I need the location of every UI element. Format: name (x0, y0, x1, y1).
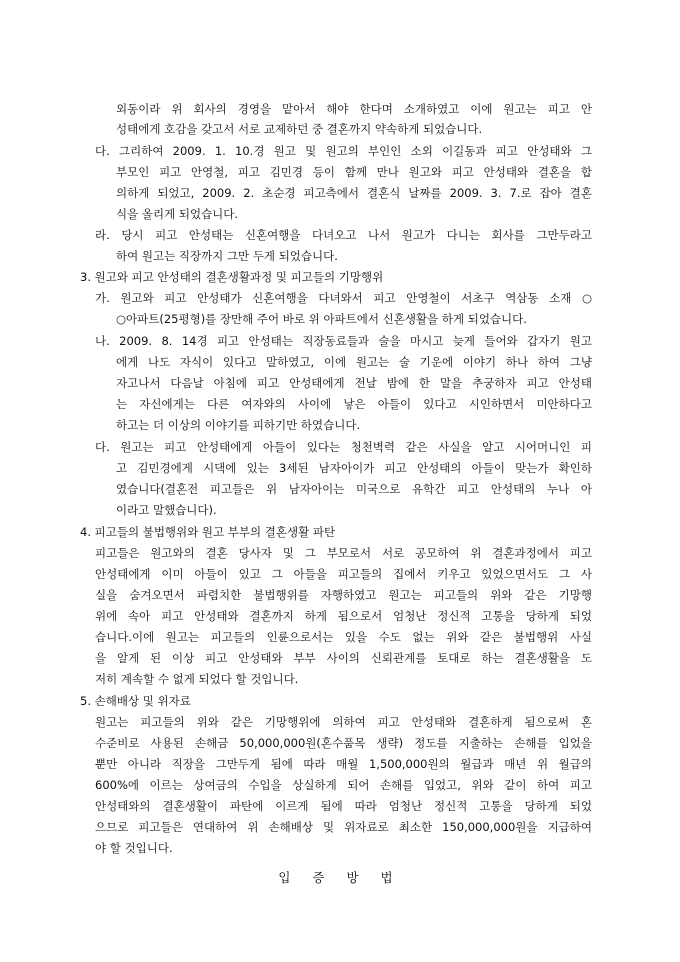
text-line: 600%에 이르는 상여금의 수입을 상실하게 되어 손해를 입었고, 위와 같이 하여 피고 (95, 778, 592, 792)
text-line: 으므로 피고들은 연대하여 위 손해배상 및 위자료로 최소한 150,000,000원을 지급하여 (95, 820, 592, 834)
text-line: 자고나서 다음날 아침에 피고 안성태에게 전날 밤에 한 말을 추궁하자 피고 안성태 (116, 376, 592, 390)
section-heading: 5. 손해배상 및 위자료 (80, 694, 191, 708)
text-line: 저히 계속할 수 없게 되었다 할 것입니다. (95, 672, 299, 686)
text-line: 피고들은 원고와의 결혼 당사자 및 그 부모로서 서로 공모하여 위 결혼과정에서 피고 (95, 546, 592, 560)
text-line: 의하게 되었고, 2009. 2. 초순경 피고측에서 결혼식 날짜를 2009. 3. 7.로 잡아 결혼 (116, 186, 592, 200)
text-line: 부모인 피고 안영철, 피고 김민경 등이 함께 만나 원고와 피고 안성태와 결혼을 합 (116, 165, 592, 179)
text-line: 가. 원고와 피고 안성태가 신혼여행을 다녀와서 피고 안영철이 서초구 역삼동 소재 ○ (95, 291, 592, 305)
text-line: 습니다.이에 원고는 피고들의 인륜으로서는 있을 수도 없는 위와 같은 불법행위 사실 (95, 630, 592, 644)
text-line: 뿐만 아니라 직장을 그만두게 됨에 따라 매월 1,500,000원의 월급과 매년 위 월급의 (95, 757, 592, 771)
text-line: 성태에게 호감을 갖고서 서로 교제하던 중 결혼까지 약속하게 되었습니다. (116, 122, 483, 136)
section-title: 입 증 방 법 (278, 870, 402, 885)
text-line: 수준비로 사용된 손해금 50,000,000원(혼수품목 생략) 정도를 지출하는 손해를 입었을 (95, 736, 592, 750)
text-line: 라. 당시 피고 안성태는 신혼여행을 다녀오고 나서 원고가 다니는 회사를 그만두라고 (95, 228, 592, 242)
text-line: 안성태와의 결혼생활이 파탄에 이르게 됨에 따라 엄청난 정신적 고통을 당하게 되었 (95, 799, 592, 813)
text-line: 다. 그리하여 2009. 1. 10.경 원고 및 원고의 부인인 소외 이길동과 피고 안성태와 그 (95, 144, 592, 158)
text-line: 위에 속아 피고 안성태와 결혼까지 하게 됨으로서 엄청난 정신적 고통을 당하게 되었 (95, 609, 592, 623)
text-line: 이라고 말했습니다). (116, 503, 217, 517)
text-line: 안성태에게 이미 아들이 있고 그 아들을 피고들의 집에서 키우고 있었으면서도 그 사 (95, 567, 592, 581)
text-line: 외동이라 위 회사의 경영을 맡아서 해야 한다며 소개하였고 이에 원고는 피고 안 (116, 102, 592, 116)
text-line: 는 자신에게는 다른 여자와의 사이에 낳은 아들이 있다고 시인하면서 미안하다고 (116, 397, 592, 411)
text-line: 야 할 것입니다. (95, 841, 173, 855)
text-line: 나. 2009. 8. 14경 피고 안성태는 직장동료들과 술을 마시고 늦게 들어와 갑자기 원고 (95, 334, 592, 348)
text-line: 식을 올리게 되었습니다. (116, 207, 239, 221)
text-line: 하고는 더 이상의 이야기를 피하기만 하였습니다. (116, 418, 361, 432)
text-line: 고 김민경에게 시댁에 있는 3세된 남자아이가 피고 안성태의 아들이 맞는가 확인하 (116, 461, 592, 475)
section-heading: 3. 원고와 피고 안성태의 결혼생활과정 및 피고들의 기망행위 (80, 270, 384, 284)
section-heading: 4. 피고들의 불법행위와 원고 부부의 결혼생활 파탄 (80, 525, 336, 539)
text-line: 실을 숨겨오면서 파렴치한 불법행위를 자행하였고 원고는 피고들의 위와 같은 기망행 (95, 588, 592, 602)
text-line: 에게 나도 자식이 있다고 말하였고, 이에 원고는 술 기운에 이야기 하나 하여 그냥 (116, 355, 592, 369)
text-line: ○아파트(25평형)를 장만해 주어 바로 위 아파트에서 신혼생활을 하게 되었습니다. (116, 312, 527, 326)
text-line: 을 알게 된 이상 피고 안성태와 부부 사이의 신뢰관계를 토대로 하는 결혼생활을 도 (95, 651, 592, 665)
text-line: 였습니다(결혼전 피고들은 위 남자아이는 미국으로 유학간 피고 안성태의 누나 아 (116, 482, 592, 496)
text-line: 다. 원고는 피고 안성태에게 아들이 있다는 청천벽력 같은 사실을 알고 시어머니인 피 (95, 440, 592, 454)
text-line: 원고는 피고들의 위와 같은 기망행위에 의하여 피고 안성태와 결혼하게 됨으로써 혼 (95, 715, 592, 729)
text-line: 하여 원고는 직장까지 그만 두게 되었습니다. (116, 249, 338, 263)
